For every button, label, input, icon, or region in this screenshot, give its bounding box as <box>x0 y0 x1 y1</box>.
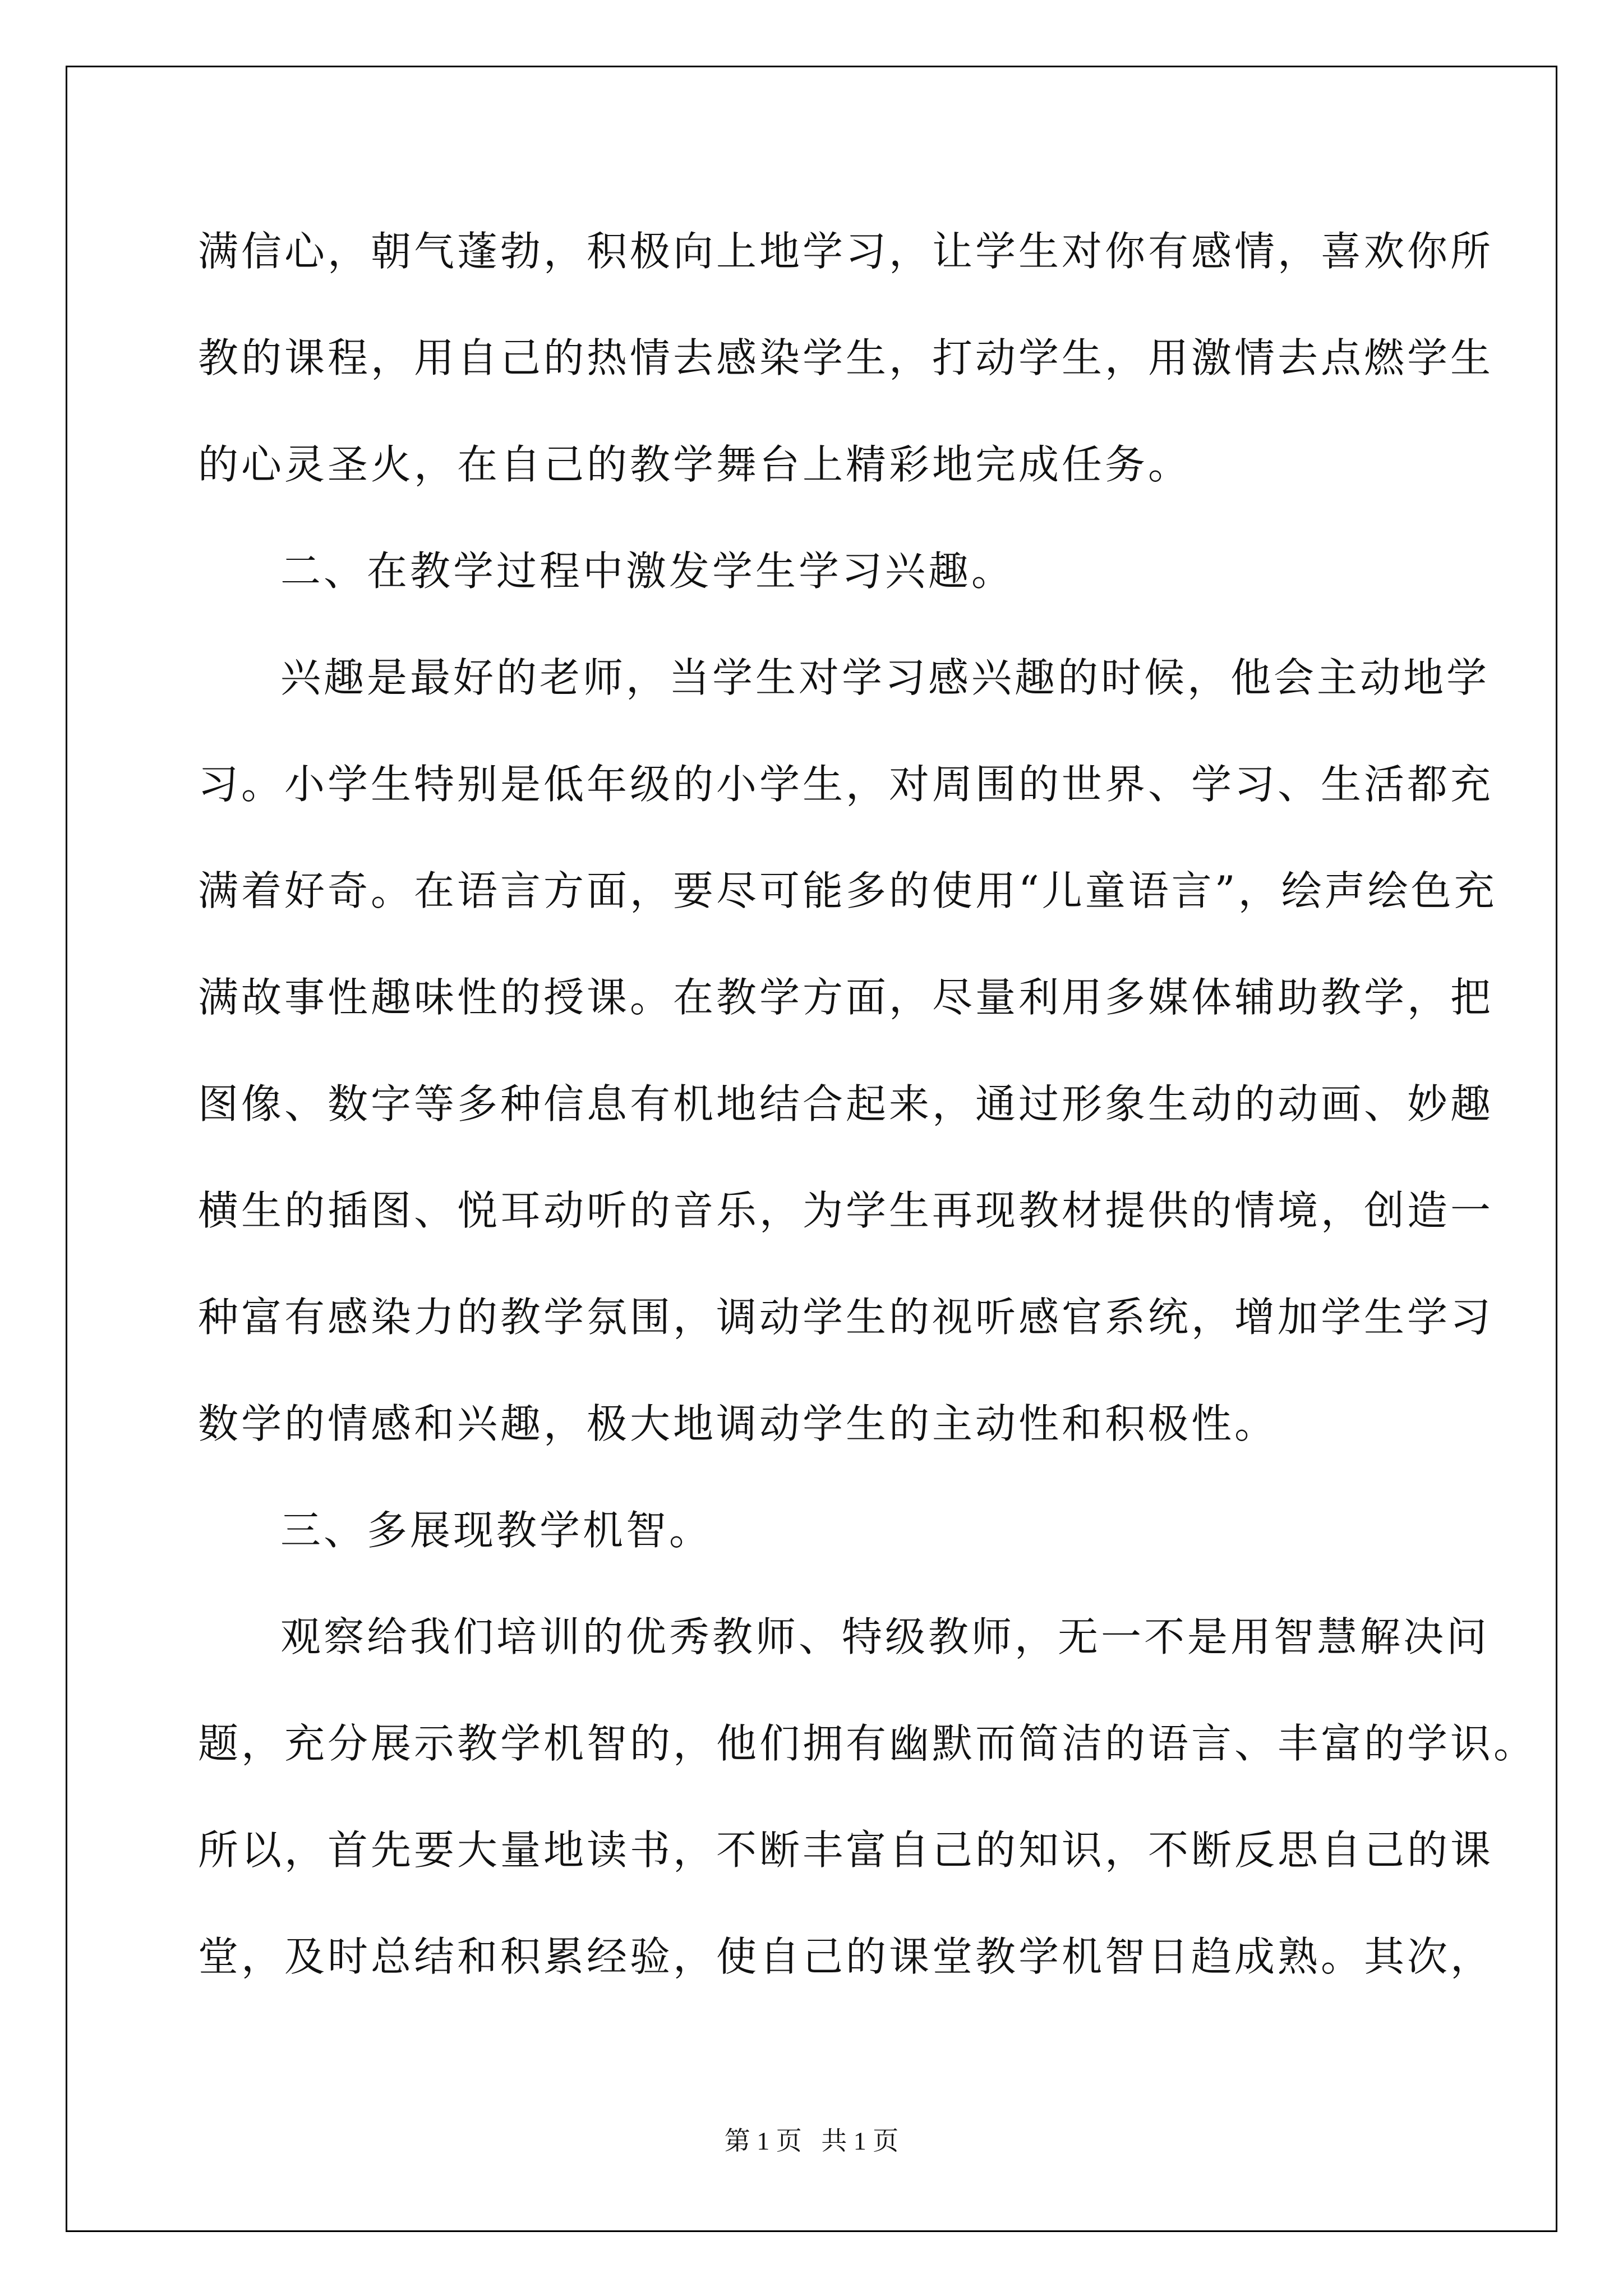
body-line: 习。小学生特别是低年级的小学生，对周围的世界、学习、生活都充 <box>198 761 1494 808</box>
body-line: 数学的情感和兴趣，极大地调动学生的主动性和积极性。 <box>198 1400 1278 1447</box>
section-heading: 三、多展现教学机智。 <box>280 1507 713 1554</box>
body-line: 题，充分展示教学机智的，他们拥有幽默而简洁的语言、丰富的学识。 <box>198 1720 1537 1767</box>
body-line: 图像、数字等多种信息有机地结合起来，通过形象生动的动画、妙趣 <box>198 1080 1494 1128</box>
body-line: 所以，首先要大量地读书，不断丰富自己的知识，不断反思自己的课 <box>198 1826 1494 1874</box>
body-line: 满故事性趣味性的授课。在教学方面，尽量利用多媒体辅助教学，把 <box>198 974 1494 1021</box>
page-border <box>66 66 1557 2232</box>
page-number-footer: 第 1 页 共 1 页 <box>724 2127 899 2155</box>
body-line: 堂，及时总结和积累经验，使自己的课堂教学机智日趋成熟。其次， <box>198 1933 1494 1980</box>
body-line: 横生的插图、悦耳动听的音乐，为学生再现教材提供的情境，创造一 <box>198 1187 1494 1234</box>
body-line: 满信心，朝气蓬勃，积极向上地学习，让学生对你有感情，喜欢你所 <box>198 228 1494 275</box>
body-line: 兴趣是最好的老师，当学生对学习感兴趣的时候，他会主动地学 <box>280 654 1490 701</box>
body-line: 种富有感染力的教学氛围，调动学生的视听感官系统，增加学生学习 <box>198 1294 1494 1341</box>
section-heading: 二、在教学过程中激发学生学习兴趣。 <box>280 547 1015 595</box>
body-line: 教的课程，用自己的热情去感染学生，打动学生，用激情去点燃学生 <box>198 334 1494 381</box>
body-line: 观察给我们培训的优秀教师、特级教师，无一不是用智慧解决问 <box>280 1613 1490 1660</box>
body-line: 的心灵圣火，在自己的教学舞台上精彩地完成任务。 <box>198 441 1192 488</box>
body-line: 满着好奇。在语言方面，要尽可能多的使用“儿童语言”，绘声绘色充 <box>198 867 1497 914</box>
